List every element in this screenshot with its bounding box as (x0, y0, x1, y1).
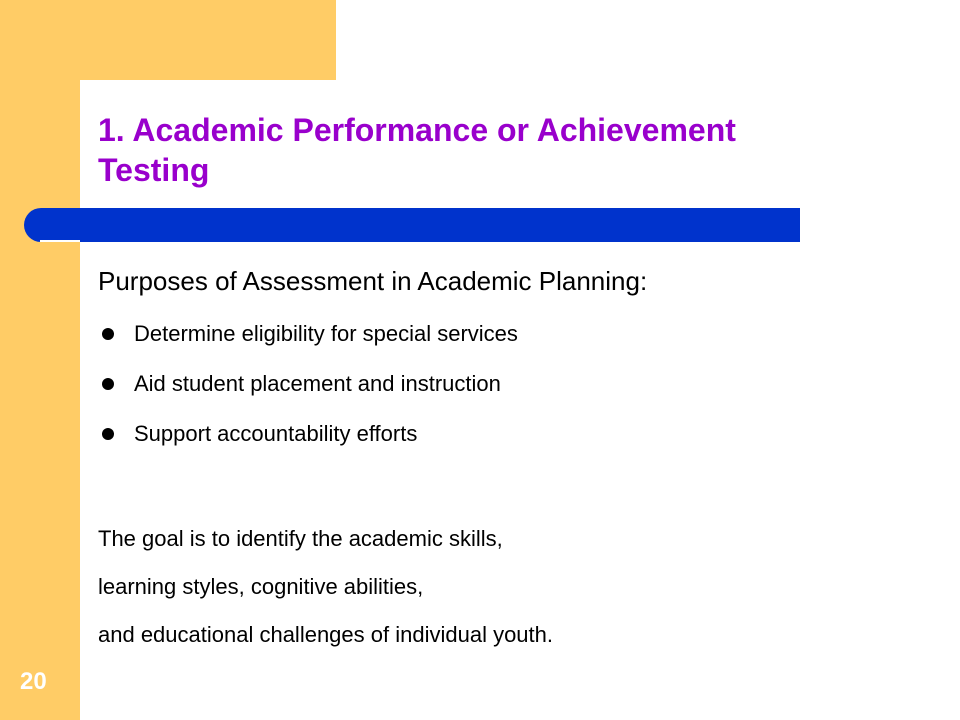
purpose-bullet-list (100, 313, 518, 463)
list-item (100, 413, 518, 463)
top-accent-block (80, 0, 336, 80)
slide-title-line-1: 1. Academic Performance or Achievement (98, 112, 736, 148)
bullet-text: Support accountability efforts (134, 421, 418, 446)
section-heading: Purposes of Assessment in Academic Planning: (98, 266, 648, 296)
bullet-text: Aid student placement and instruction (134, 371, 501, 396)
goal-line-3: and educational challenges of individual youth. (98, 622, 553, 647)
slide-title (98, 110, 898, 190)
goal-line-1: The goal is to identify the academic skills, (98, 526, 503, 551)
bullet-dot-icon (102, 378, 114, 390)
title-divider-bar (24, 208, 800, 242)
goal-line-2: learning styles, cognitive abilities, (98, 574, 424, 599)
slide-title-line-2: Testing (98, 152, 210, 188)
left-accent-band (0, 0, 80, 720)
list-item (100, 363, 518, 413)
divider-notch (40, 240, 80, 242)
bullet-dot-icon (102, 428, 114, 440)
goal-paragraph (98, 515, 918, 659)
slide-page-number: 20 (20, 668, 47, 695)
bullet-text: Determine eligibility for special services (134, 321, 518, 346)
list-item (100, 313, 518, 363)
bullet-dot-icon (102, 328, 114, 340)
